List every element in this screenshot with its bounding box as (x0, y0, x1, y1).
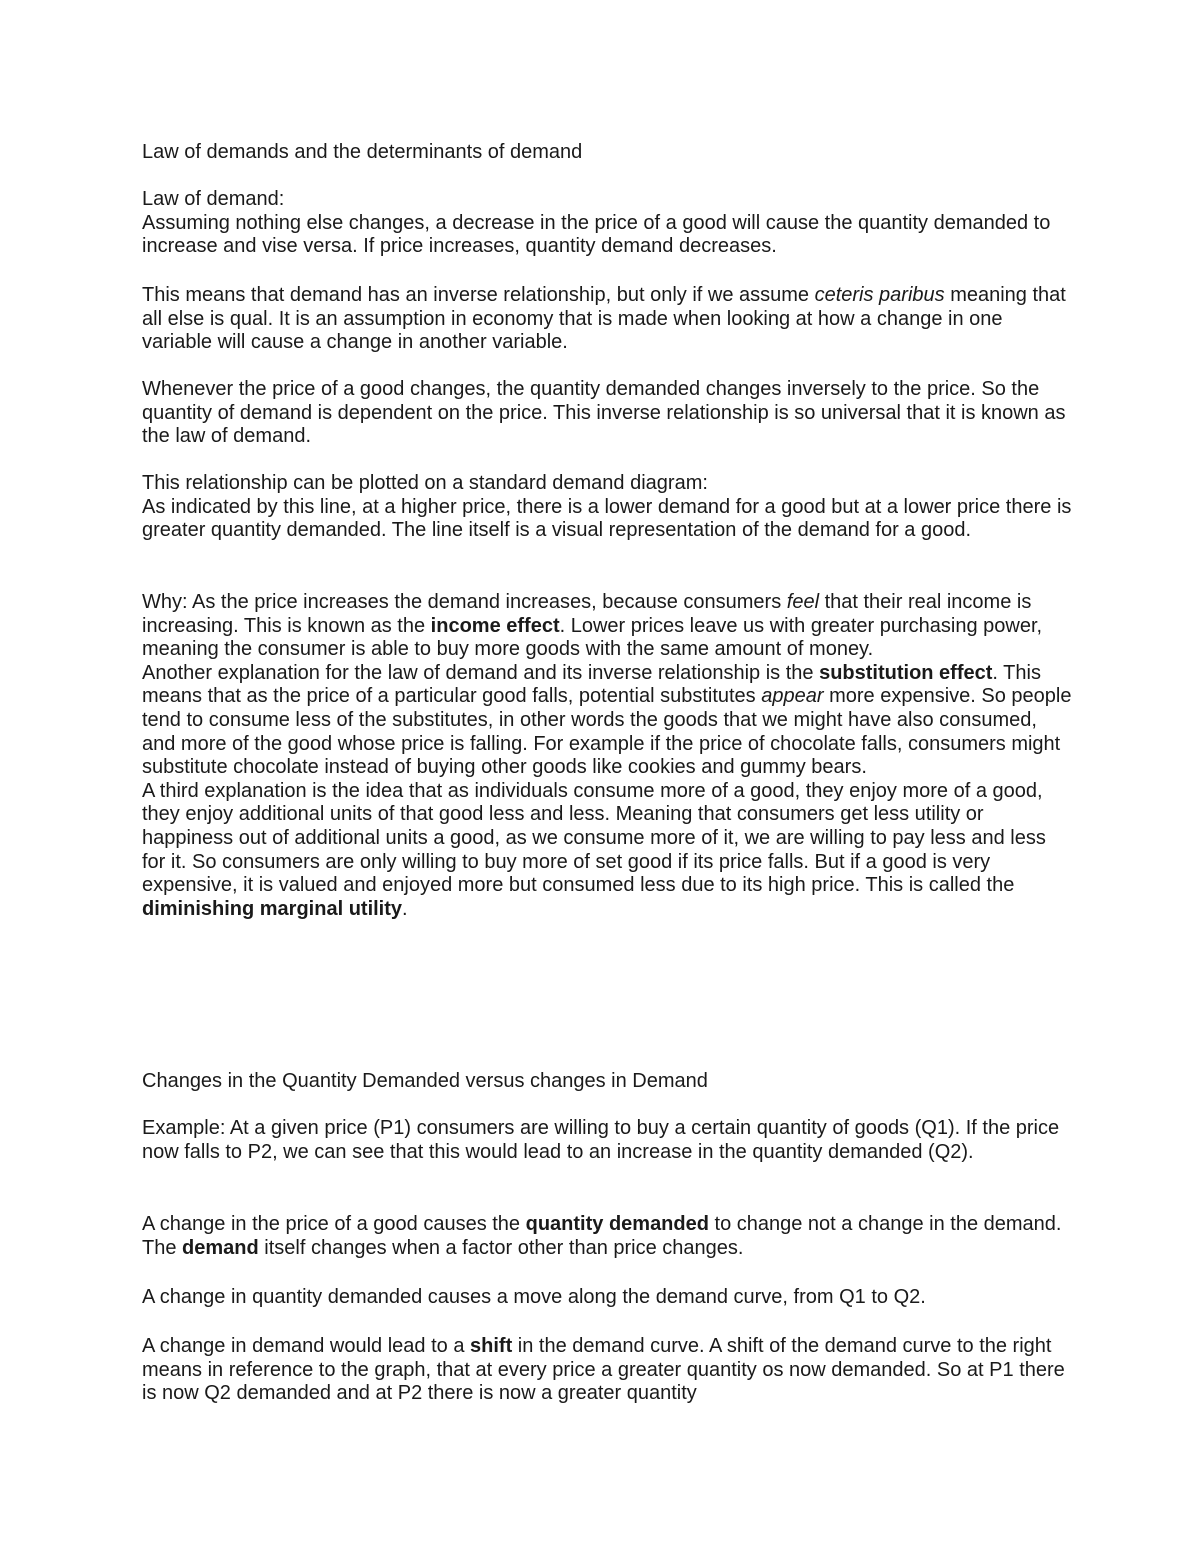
ceteris-italic: ceteris paribus (814, 284, 945, 306)
why-paragraph: Why: As the price increases the demand increases, because consumers feel that their real income is increasing. This is known as the income effect. Lower prices leave us with greater purchasing power, meaning the consumer is able to buy more goods with the same amount of money. (142, 591, 1043, 661)
shift-bold: shift (470, 1335, 513, 1357)
income-effect-bold: income effect (430, 614, 560, 637)
appear-italic: appear (761, 685, 824, 708)
feel-italic: feel (786, 591, 820, 613)
substitution-paragraph: Another explanation for the law of demand and its inverse relationship is the substitution effect. This means that as the price of a particular good falls, potential substitutes appear more expensive. So people tend to consume less of the substitutes, in other words the goods that we might have also consumed, and more of the good whose price is falling. For example if the price of chocolate falls, consumers might substitute chocolate instead of buying other goods like cookies and gummy bears. (142, 661, 1072, 779)
plot-block (142, 472, 1072, 543)
third-explanation-paragraph: A third explanation is the idea that as individuals consume more of a good, they enjoy more of a good, they enjoy additional units of that good less and less. Meaning that consumers get less utility or happiness out of additional units a good, as we consume more of it, we are willing to pay less and less for it. So consumers are only willing to buy more of set good if its price falls. But if a good is very expensive, it is valued and enjoyed more but consumed less due to its high price. This is called the diminishing marginal utility. (142, 779, 1046, 920)
substitution-effect-bold: substitution effect (819, 661, 993, 684)
diminishing-utility-bold: diminishing marginal utility (142, 897, 403, 920)
whenever-paragraph: Whenever the price of a good changes, the quantity demanded changes inversely to the price. So the quantity of demand is dependent on the price. This inverse relationship is so universal that it is known as the law of demand. (142, 378, 1066, 448)
section1-title: Law of demands and the determinants of demand (142, 141, 583, 163)
law-heading: Law of demand: (142, 188, 285, 210)
ceteris-paragraph: This means that demand has an inverse relationship, but only if we assume ceteris paribus meaning that all else is qual. It is an assumption in economy that is made when looking at how a change in one variable will cause a change in another variable. (142, 284, 1066, 354)
explanations-block (142, 591, 1072, 921)
example-paragraph: Example: At a given price (P1) consumers are willing to buy a certain quantity of goods (Q1). If the price now falls to P2, we can see that this would lead to an increase in the quantity demanded (Q2). (142, 1117, 1060, 1163)
section2-title: Changes in the Quantity Demanded versus changes in Demand (142, 1070, 708, 1092)
quantity-demanded-bold: quantity demanded (525, 1213, 709, 1235)
change-price-paragraph: A change in the price of a good causes the quantity demanded to change not a change in the demand. The demand itself changes when a factor other than price changes. (142, 1213, 1062, 1259)
move-along-paragraph: A change in quantity demanded causes a move along the demand curve, from Q1 to Q2. (142, 1286, 926, 1308)
plot-heading: This relationship can be plotted on a standard demand diagram: (142, 472, 708, 494)
law-text: Assuming nothing else changes, a decrease in the price of a good will cause the quantity demanded to increase and vise versa. If price increases, quantity demand decreases. (142, 211, 1051, 258)
shift-paragraph: A change in demand would lead to a shift in the demand curve. A shift of the demand curve to the right means in reference to the graph, that at every price a greater quantity os now demanded. So at P1 there is now Q2 demanded and at P2 there is now a greater quantity (142, 1335, 1065, 1405)
demand-bold: demand (182, 1236, 259, 1259)
plot-text: As indicated by this line, at a higher price, there is a lower demand for a good but at a lower price there is greater quantity demanded. The line itself is a visual representation of the demand for a good. (142, 495, 1072, 542)
law-of-demand-block (142, 188, 1072, 259)
